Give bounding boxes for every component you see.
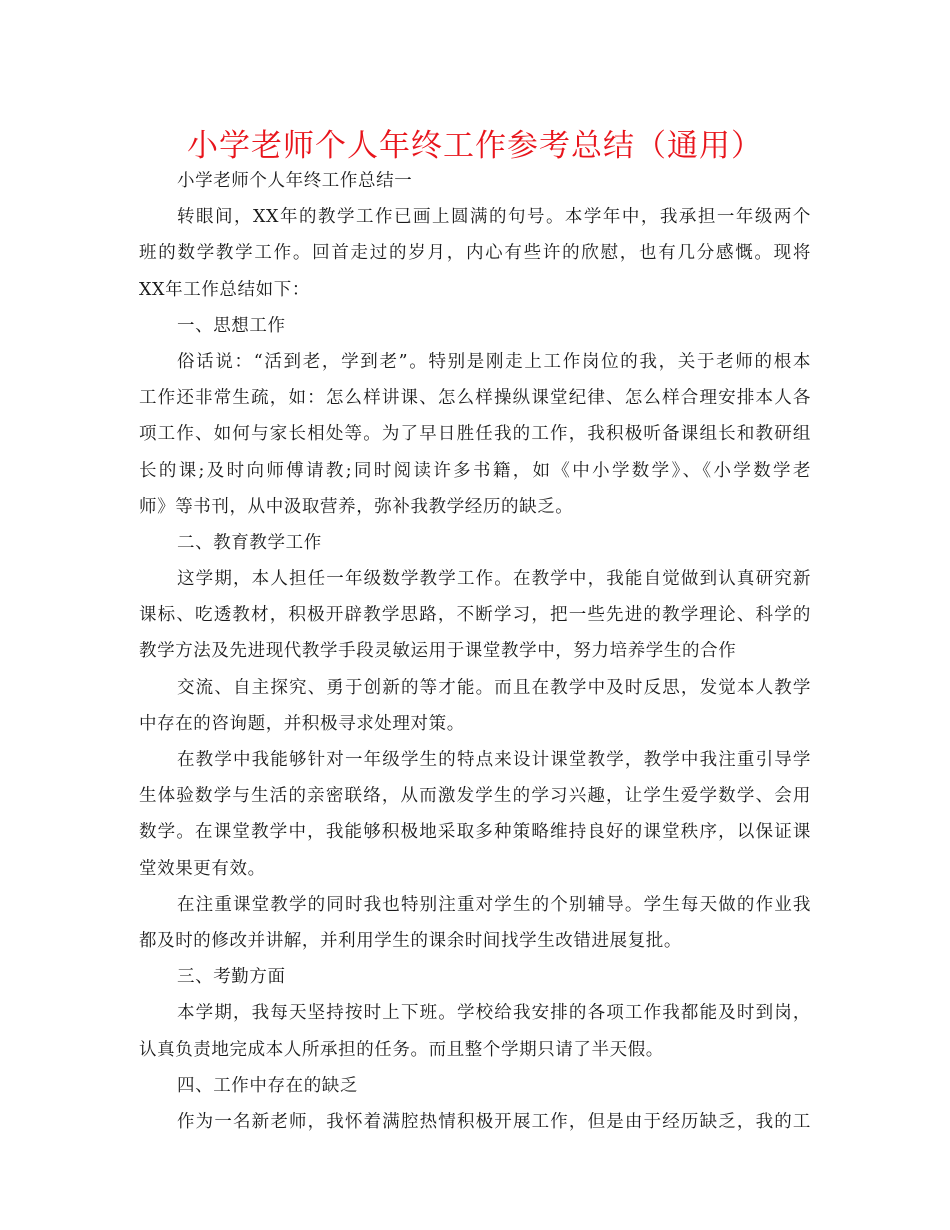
paragraph-line: 教学方法及先进现代教学手段灵敏运用于课堂教学中，努力培养学生的合作 [139,641,737,662]
paragraph-line: 班的数学教学工作。回首走过的岁月，内心有些许的欣慰，也有几分感慨。现将 [139,243,811,264]
paragraph-line: 项工作、如何与家长相处等。为了早日胜任我的工作，我积极听备课组长和教研组 [139,424,811,445]
paragraph-line: 交流、自主探究、勇于创新的等才能。而且在教学中及时反思，发觉本人教学 [177,677,811,698]
paragraph-line: 生体验数学与生活的亲密联络，从而激发学生的学习兴趣，让学生爱学数学、会用 [139,786,811,807]
document-title: 小学老师个人年终工作参考总结（通用） [187,128,763,164]
document-body [139,163,811,1140]
paragraph-line: 都及时的修改并讲解，并利用学生的课余时间找学生改错进展复批。 [139,930,682,951]
paragraph-line: 在注重课堂教学的同时我也特别注重对学生的个别辅导。学生每天做的作业我 [177,894,811,915]
section-heading: 一、思想工作 [177,315,286,336]
section-heading: 三、考勤方面 [177,967,286,988]
paragraph-line: 作为一名新老师，我怀着满腔热情积极开展工作，但是由于经历缺乏，我的工 [177,1111,811,1132]
paragraph-line: 长的课;及时向师傅请教;同时阅读许多书籍，如《中小学数学》、《小学数学老 [139,460,811,481]
paragraph-line: 转眼间，XX年的教学工作已画上圆满的句号。本学年中，我承担一年级两个 [177,207,811,228]
paragraph-line: 师》等书刊，从中汲取营养，弥补我教学经历的缺乏。 [139,496,574,517]
paragraph-line: 这学期，本人担任一年级数学教学工作。在教学中，我能自觉做到认真研究新 [177,569,811,590]
section-heading: 小学老师个人年终工作总结一 [177,171,413,191]
paragraph-line: 中存在的咨询题，并积极寻求处理对策。 [139,713,465,734]
paragraph-line: 本学期，我每天坚持按时上下班。学校给我安排的各项工作我都能及时到岗， [177,1003,811,1024]
paragraph-line: 俗话说：“活到老，学到老”。特别是刚走上工作岗位的我，关于老师的根本 [177,351,811,372]
section-heading: 二、教育教学工作 [177,532,322,553]
paragraph-line: 在教学中我能够针对一年级学生的特点来设计课堂教学，教学中我注重引导学 [177,750,811,770]
paragraph-line: 工作还非常生疏，如：怎么样讲课、怎么样操纵课堂纪律、怎么样合理安排本人各 [139,388,811,409]
paragraph-line: 认真负责地完成本人所承担的任务。而且整个学期只请了半天假。 [139,1039,664,1060]
paragraph-line: 课标、吃透教材，积极开辟教学思路，不断学习，把一些先进的教学理论、科学的 [139,605,811,626]
paragraph-line: 堂效果更有效。 [139,858,266,879]
section-heading: 四、工作中存在的缺乏 [177,1075,358,1096]
paragraph-line: 数学。在课堂教学中，我能够积极地采取多种策略维持良好的课堂秩序，以保证课 [139,822,811,843]
paragraph-line: XX年工作总结如下： [139,279,310,300]
